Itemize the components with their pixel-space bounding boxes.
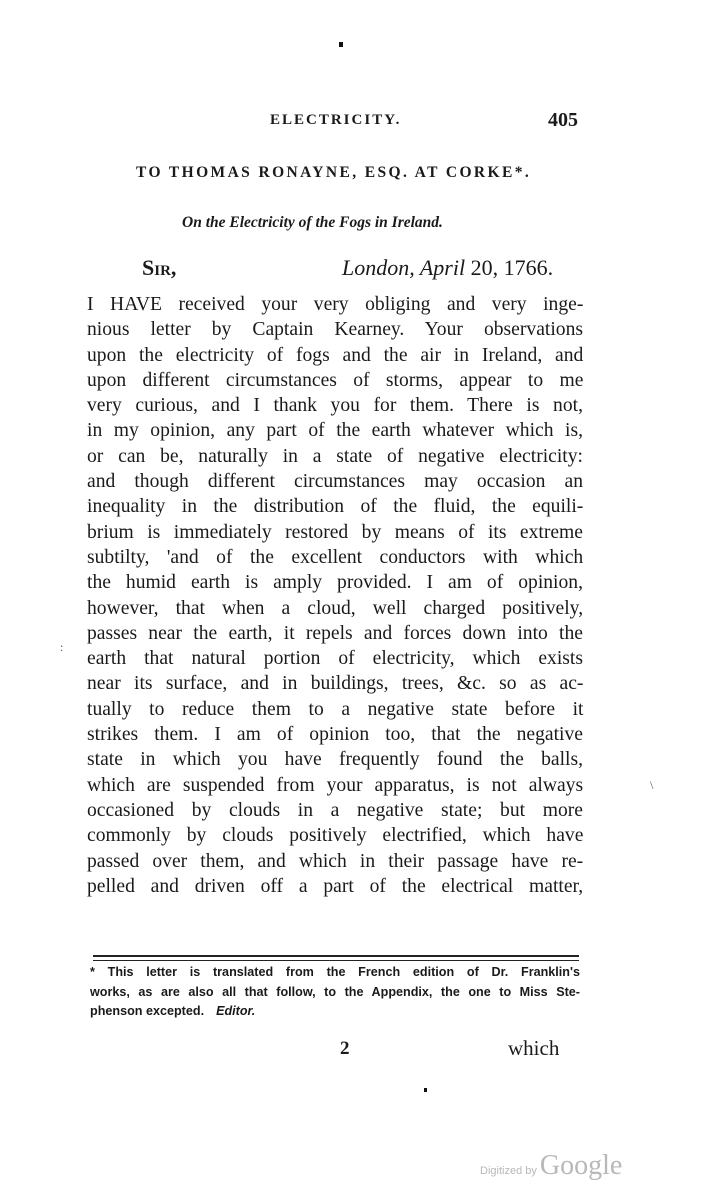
body-line: passed over them, and which in their passage have re- [87, 850, 584, 872]
body-line: subtilty, 'and of the excellent conductors with which [87, 546, 584, 568]
letter-subtitle: On the Electricity of the Fogs in Ireland. [182, 214, 443, 231]
letter-body [87, 292, 583, 899]
watermark-prefix: Digitized by [480, 1165, 540, 1177]
digitized-by-google-watermark [480, 1150, 622, 1182]
footnote-editor: Editor. [216, 1004, 256, 1018]
body-line: very curious, and I thank you for them. There is not, [87, 395, 583, 417]
body-line: occasioned by clouds in a negative state; but more [87, 799, 583, 821]
footnote-line: phenson excepted. [90, 1004, 205, 1018]
footnote-rule [93, 960, 579, 961]
body-line: or can be, naturally in a state of negative electricity: [87, 445, 583, 467]
scan-speck-bottom [424, 1088, 427, 1092]
page-number: 405 [548, 109, 578, 131]
body-line: in my opinion, any part of the earth whatever which is, [87, 420, 583, 442]
body-line: inequality in the distribution of the fluid, the equili- [87, 496, 584, 518]
body-line: upon the electricity of fogs and the air in Ireland, and [87, 344, 584, 366]
body-line: strikes them. I am of opinion too, that the negative [87, 724, 583, 746]
body-line: near its surface, and in buildings, trees, &c. so as ac- [87, 673, 584, 695]
signature-mark: 2 [340, 1038, 350, 1059]
body-line: brium is immediately restored by means of its extreme [87, 521, 583, 543]
body-line: earth that natural portion of electricity, which exists [87, 648, 583, 670]
body-line: upon different circumstances of storms, appear to me [87, 369, 584, 391]
body-line: commonly by clouds positively electrified, which have [87, 825, 584, 847]
dateline [342, 255, 553, 281]
margin-mark: \ [650, 778, 654, 792]
body-line: and though different circumstances may occasion an [87, 471, 583, 493]
body-line: which are suspended from your apparatus, is not always [87, 774, 584, 796]
body-line: the humid earth is amply provided. I am of opinion, [87, 572, 583, 594]
body-line: tually to reduce them to a negative state before it [87, 698, 584, 720]
body-line: however, that when a cloud, well charged positively, [87, 597, 584, 619]
footnote [90, 963, 580, 1022]
footnote-line: works, as are also all that follow, to the Appendix, the one to Miss Ste- [90, 984, 580, 999]
catchword: which [508, 1036, 560, 1060]
dateline-place: London, April [342, 255, 471, 280]
scan-speck-top [339, 42, 343, 47]
running-title: ELECTRICITY. [270, 112, 402, 128]
footnote-line: * This letter is translated from the French edition of Dr. Franklin's [90, 965, 580, 979]
footnote-rule [93, 955, 579, 957]
margin-mark: : [60, 640, 64, 654]
body-line: passes near the earth, it repels and forces down into the [87, 622, 583, 644]
salutation: Sir, [142, 255, 177, 280]
body-line: nious letter by Captain Kearney. Your observations [87, 319, 583, 341]
watermark-brand: Google [539, 1150, 623, 1181]
body-line: state in which you have frequently found the balls, [87, 749, 583, 771]
letter-addressee: TO THOMAS RONAYNE, ESQ. AT CORKE*. [136, 164, 532, 181]
body-line: I HAVE received your very obliging and very inge- [87, 294, 584, 315]
footnote-line-last [90, 1002, 580, 1022]
dateline-date: 20, 1766. [470, 255, 554, 280]
body-line: pelled and driven off a part of the electrical matter, [87, 875, 584, 897]
